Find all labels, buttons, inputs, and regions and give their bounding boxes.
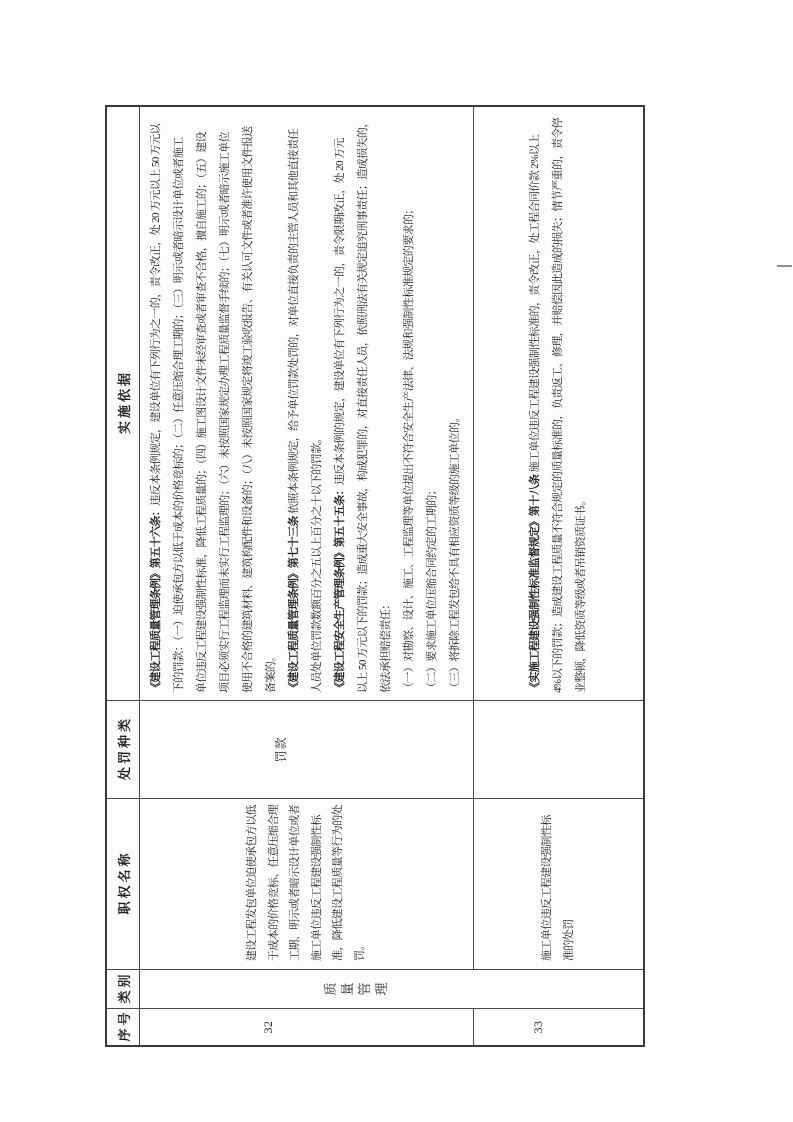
cell-implementation-basis-row33: 《实施工程建设强制性标准监督规定》第十八条 施工单位违反工程建设强制性标准的，责令改正，处工程合同价款 2%以上 4%以下的罚款；造成建设工程质量不符合规定的质量标准的，负责返工、修理，并赔偿因此造成的损失；情节严重的，责令停 业整顿，降低资质等级或者吊销资质证书。	[529, 117, 587, 693]
header-authority-name	[107, 798, 140, 969]
cell-category-merged	[140, 969, 643, 1008]
penalty-authority-table	[105, 105, 645, 1047]
header-serial	[107, 1008, 140, 1045]
cell-authority-name-row32: 建设工程发包单位迫使承包方以低 于成本的价格竞标、任意压缩合理 工期、明示或者暗示设计单位或者 施工单位违反工程建设强制性标 准，降低建设工程质量等行为的处 罚。	[140, 798, 474, 969]
cell-implementation-basis-row32: 《建设工程质量管理条例》第五十六条：违反本条例规定，建设单位有下列行为之一的，责令改正，处 20 万元以上 50 万元以 下的罚款：（一）迫使承包方以低于成本的价格竞标的；（二）任意压缩合理工期的；（三）明示或者暗示设计单位或者施工 单位违反工程建设强制性标准，降低工程质量的；（四）施工图设计文件未经审查或者审查不合格，擅自施工的；（五）建设 项目必须实行工程监理而未实行工程监理的；（六）未按照国家规定办理工程质量监督手续的；（七）明示或者暗示施工单位 使用不合格的建筑材料、建筑构配件和设备的；（八）未按照国家规定将竣工验收报告、有关认可文件或者准许使用文件报送 备案的。 《建设工程质量管理条例》第七十三条 依照本条例规定，给予单位罚款处罚的，对单位直接负责的主管人员和其他直接责任 人员处单位罚款数额百分之五以上百分之十以下的罚款。 《建设工程安全生产管理条例》第五十五条：违反本条例的规定，建设单位有下列行为之一的，责令限期改正，处 20 万元 以上 50 万元以下的罚款；造成重大安全事故，构成犯罪的，对直接责任人员，依照刑法有关规定追究刑事责任；造成损失的， 依法承担赔偿责任： （一）对勘察、设计、施工、工程监理等单位提出不符合安全生产法律、法规和强制性标准规定的要求的； （二）要求施工单位压缩合同约定的工期的； （三）将拆除工程发包给不具有相应资质等级的施工单位的。	[140, 107, 474, 700]
header-penalty-type-label: 处罚种类	[116, 716, 132, 781]
rotated-table-container	[105, 105, 645, 1047]
cell-penalty-type-row32	[140, 700, 474, 798]
cell-serial-row32	[140, 1008, 474, 1045]
header-authority-name-label: 职权名称	[116, 850, 132, 915]
cell-authority-name-row33: 施工单位违反工程建设强制性标 准的处罚	[474, 798, 643, 969]
header-penalty-type	[107, 700, 140, 798]
scan-artifact-mark	[777, 265, 792, 267]
cell-penalty-type-row33	[474, 700, 643, 798]
penalty-type-value-row32: 罚款	[274, 736, 288, 763]
serial-number-33: 33	[531, 1020, 545, 1034]
header-category-label: 类别	[116, 971, 132, 1004]
header-category	[107, 969, 140, 1008]
header-implementation-basis	[107, 107, 140, 700]
category-vertical-text: 质 量 管 理	[322, 982, 389, 996]
header-implementation-basis-label: 实施依据	[116, 370, 132, 435]
header-serial-label: 序号	[116, 1009, 132, 1042]
cell-serial-row33	[474, 1008, 643, 1045]
serial-number-32: 32	[261, 1020, 275, 1034]
